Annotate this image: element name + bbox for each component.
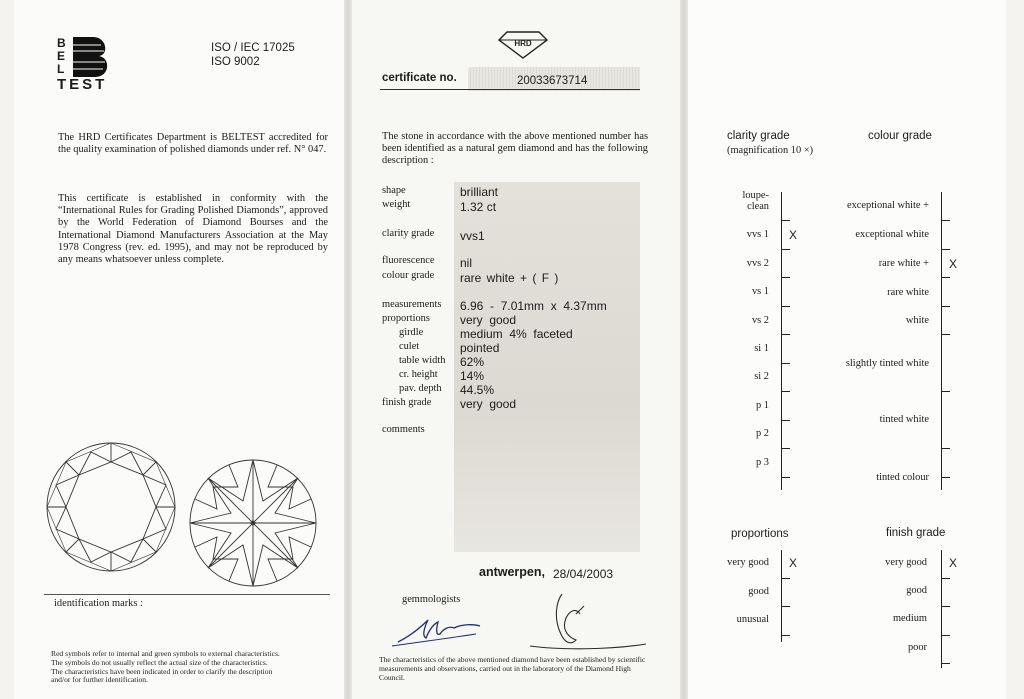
finish-grade-label: very good bbox=[885, 557, 927, 568]
clarity-grade-label: vvs 1 bbox=[746, 229, 769, 240]
description-intro: The stone in accordance with the above mentioned number has been identified as a natural gem diamond and has the following description : bbox=[382, 131, 648, 167]
colour-grade-value: rare white + ( F ) bbox=[460, 271, 559, 285]
clarity-grade-title: clarity grade bbox=[727, 130, 790, 142]
clarity-grade-label: vs 1 bbox=[751, 286, 769, 297]
iso-standards bbox=[211, 41, 295, 69]
colour-scale-tick bbox=[941, 220, 950, 221]
measurements-value: 6.96 - 7.01mm x 4.37mm bbox=[460, 299, 607, 313]
shape-value: brilliant bbox=[460, 185, 499, 199]
colour-scale-tick bbox=[941, 448, 950, 449]
crown-height-label: cr. height bbox=[399, 369, 438, 380]
proportions-scale-tick bbox=[781, 578, 790, 579]
colour-scale-line bbox=[941, 192, 942, 490]
weight-label: weight bbox=[382, 199, 411, 210]
clarity-scale-tick bbox=[781, 277, 790, 278]
footnote-line: and/or for further identification. bbox=[51, 675, 148, 685]
colour-grade-title: colour grade bbox=[868, 130, 932, 142]
clarity-grade-label: vvs 2 bbox=[746, 258, 769, 269]
shape-label: shape bbox=[382, 185, 406, 196]
finish-grade-label: good bbox=[906, 585, 927, 596]
issue-date: 28/04/2003 bbox=[553, 567, 614, 581]
proportions-title: proportions bbox=[731, 528, 789, 540]
colour-scale-tick bbox=[941, 277, 950, 278]
colour-grade-label: colour grade bbox=[382, 270, 435, 281]
finish-scale-tick bbox=[941, 606, 950, 607]
colour-grade-label: tinted white bbox=[879, 414, 929, 425]
finish-grade-value: very good bbox=[460, 397, 517, 411]
finish-grade-title: finish grade bbox=[886, 527, 946, 539]
girdle-value: medium 4% faceted bbox=[460, 327, 573, 341]
table-width-value: 62% bbox=[460, 355, 485, 369]
proportions-grade-label: very good bbox=[727, 557, 769, 568]
finish-scale-tick bbox=[941, 663, 950, 664]
logo-letter-b: B bbox=[57, 36, 66, 50]
clarity-scale-tick bbox=[781, 448, 790, 449]
clarity-scale-tick bbox=[781, 363, 790, 364]
clarity-grade-label: vs 2 bbox=[751, 315, 769, 326]
diamond-crown-view-icon bbox=[44, 440, 178, 574]
clarity-grade-label: p 1 bbox=[756, 400, 769, 411]
clarity-grade-label: p 3 bbox=[756, 457, 769, 468]
logo-word-test: TEST bbox=[57, 76, 108, 93]
colour-grade-label: exceptional white + bbox=[846, 200, 929, 211]
colour-scale-tick bbox=[941, 334, 950, 335]
certificate-number: 20033673714 bbox=[517, 75, 588, 87]
table-width-label: table width bbox=[399, 355, 446, 366]
proportions-selected-mark: X bbox=[789, 556, 798, 570]
pavilion-depth-label: pav. depth bbox=[399, 383, 442, 394]
diamond-pavilion-view-icon bbox=[187, 457, 319, 589]
logo-letter-l: L bbox=[57, 62, 65, 76]
colour-grade-label: slightly tinted white bbox=[845, 358, 929, 369]
clarity-scale-tick bbox=[781, 249, 790, 250]
clarity-grade-label: clarity grade bbox=[382, 228, 435, 239]
issue-place: antwerpen, bbox=[479, 565, 545, 579]
logo-letter-e: E bbox=[57, 49, 66, 63]
gemmologists-label: gemmologists bbox=[402, 594, 461, 605]
culet-label: culet bbox=[399, 341, 420, 352]
proportions-grade-label: unusual bbox=[736, 614, 769, 625]
clarity-scale-tick bbox=[781, 391, 790, 392]
signature-1 bbox=[398, 620, 480, 642]
fold-1 bbox=[344, 0, 352, 699]
colour-selected-mark: X bbox=[949, 257, 958, 271]
measurements-label: measurements bbox=[382, 299, 442, 310]
clarity-scale-tick bbox=[781, 306, 790, 307]
clarity-grade-label: si 2 bbox=[754, 371, 769, 382]
colour-grade-label: rare white bbox=[887, 287, 929, 298]
gemmologist-signatures bbox=[380, 588, 660, 654]
footnote-line: The characteristics have been indicated in order to clarify the description bbox=[51, 666, 273, 676]
proportions-scale-line bbox=[781, 550, 782, 642]
proportions-grade-label: good bbox=[748, 586, 769, 597]
fluorescence-value: nil bbox=[460, 256, 473, 270]
clarity-scale-tick bbox=[781, 477, 790, 478]
finish-selected-mark: X bbox=[949, 556, 958, 570]
hrd-logo-icon bbox=[497, 30, 549, 60]
finish-grade-label: medium bbox=[892, 613, 927, 624]
colour-scale-tick bbox=[941, 477, 950, 478]
finish-grade-label: poor bbox=[907, 642, 927, 653]
accreditation-paragraph: The HRD Certificates Department is BELTEST accredited for the quality examination of polished diamonds under ref. N° 047. bbox=[58, 132, 328, 156]
colour-scale-tick bbox=[941, 249, 950, 250]
proportions-label: proportions bbox=[382, 313, 430, 324]
laboratory-disclaimer: The characteristics of the above mentioned diamond have been established by scientific measurements and observations, carried out in the laboratory of the Diamond High Council. bbox=[379, 655, 646, 682]
certificate-underline bbox=[380, 89, 640, 90]
girdle-label: girdle bbox=[399, 327, 424, 338]
clarity-scale-line bbox=[781, 192, 782, 490]
colour-grade-label: white bbox=[905, 315, 929, 326]
crown-height-value: 14% bbox=[460, 369, 485, 383]
clarity-magnification: (magnification 10 ×) bbox=[727, 145, 814, 156]
proportions-scale-tick bbox=[781, 635, 790, 636]
identification-divider bbox=[44, 594, 330, 595]
footnote-line: The symbols do not usually reflect the actual size of the characteristics. bbox=[51, 657, 268, 667]
iso-line-2: ISO 9002 bbox=[211, 56, 260, 68]
comments-label: comments bbox=[382, 424, 425, 435]
identification-marks-label: identification marks : bbox=[54, 598, 143, 609]
right-panel bbox=[688, 0, 1006, 699]
pavilion-depth-value: 44.5% bbox=[460, 383, 495, 397]
weight-value: 1.32 ct bbox=[460, 200, 497, 214]
proportions-value: very good bbox=[460, 313, 517, 327]
clarity-scale-tick bbox=[781, 220, 790, 221]
conformity-paragraph: This certificate is established in conformity with the “International Rules for Grading Polished Diamonds”, approved by the World Federation of Diamond Bourses and the International Diamond Manufacturers Association at the May 1978 Congress (rev. ed. 1995), and may not be reproduced by any means whatsoever unless complete. bbox=[58, 193, 328, 266]
colour-grade-label: exceptional white bbox=[855, 229, 929, 240]
clarity-scale-tick bbox=[781, 334, 790, 335]
symbols-footnote bbox=[51, 650, 341, 685]
proportions-scale-tick bbox=[781, 606, 790, 607]
fluorescence-label: fluorescence bbox=[382, 255, 435, 266]
clarity-grade-label: p 2 bbox=[756, 428, 769, 439]
clarity-scale-tick bbox=[781, 420, 790, 421]
iso-line-1: ISO / IEC 17025 bbox=[211, 42, 295, 54]
colour-scale-tick bbox=[941, 306, 950, 307]
finish-scale-tick bbox=[941, 578, 950, 579]
finish-scale-line bbox=[941, 550, 942, 668]
finish-grade-label: finish grade bbox=[382, 397, 432, 408]
colour-scale-tick bbox=[941, 391, 950, 392]
culet-value: pointed bbox=[460, 341, 500, 355]
clarity-grade-label: loupe- clean bbox=[742, 190, 769, 212]
colour-grade-label: tinted colour bbox=[876, 472, 929, 483]
clarity-grade-label: si 1 bbox=[754, 343, 769, 354]
hrd-logo-text: HRD bbox=[514, 39, 532, 48]
clarity-selected-mark: X bbox=[789, 228, 798, 242]
fold-2 bbox=[680, 0, 688, 699]
certificate-number-label: certificate no. bbox=[382, 72, 457, 84]
clarity-grade-value: vvs1 bbox=[460, 229, 485, 243]
finish-scale-tick bbox=[941, 635, 950, 636]
beltest-b-mark-icon bbox=[71, 36, 111, 78]
signature-2 bbox=[556, 594, 580, 643]
colour-grade-label: rare white + bbox=[878, 258, 929, 269]
footnote-line: Red symbols refer to internal and green symbols to external characteristics. bbox=[51, 649, 280, 658]
